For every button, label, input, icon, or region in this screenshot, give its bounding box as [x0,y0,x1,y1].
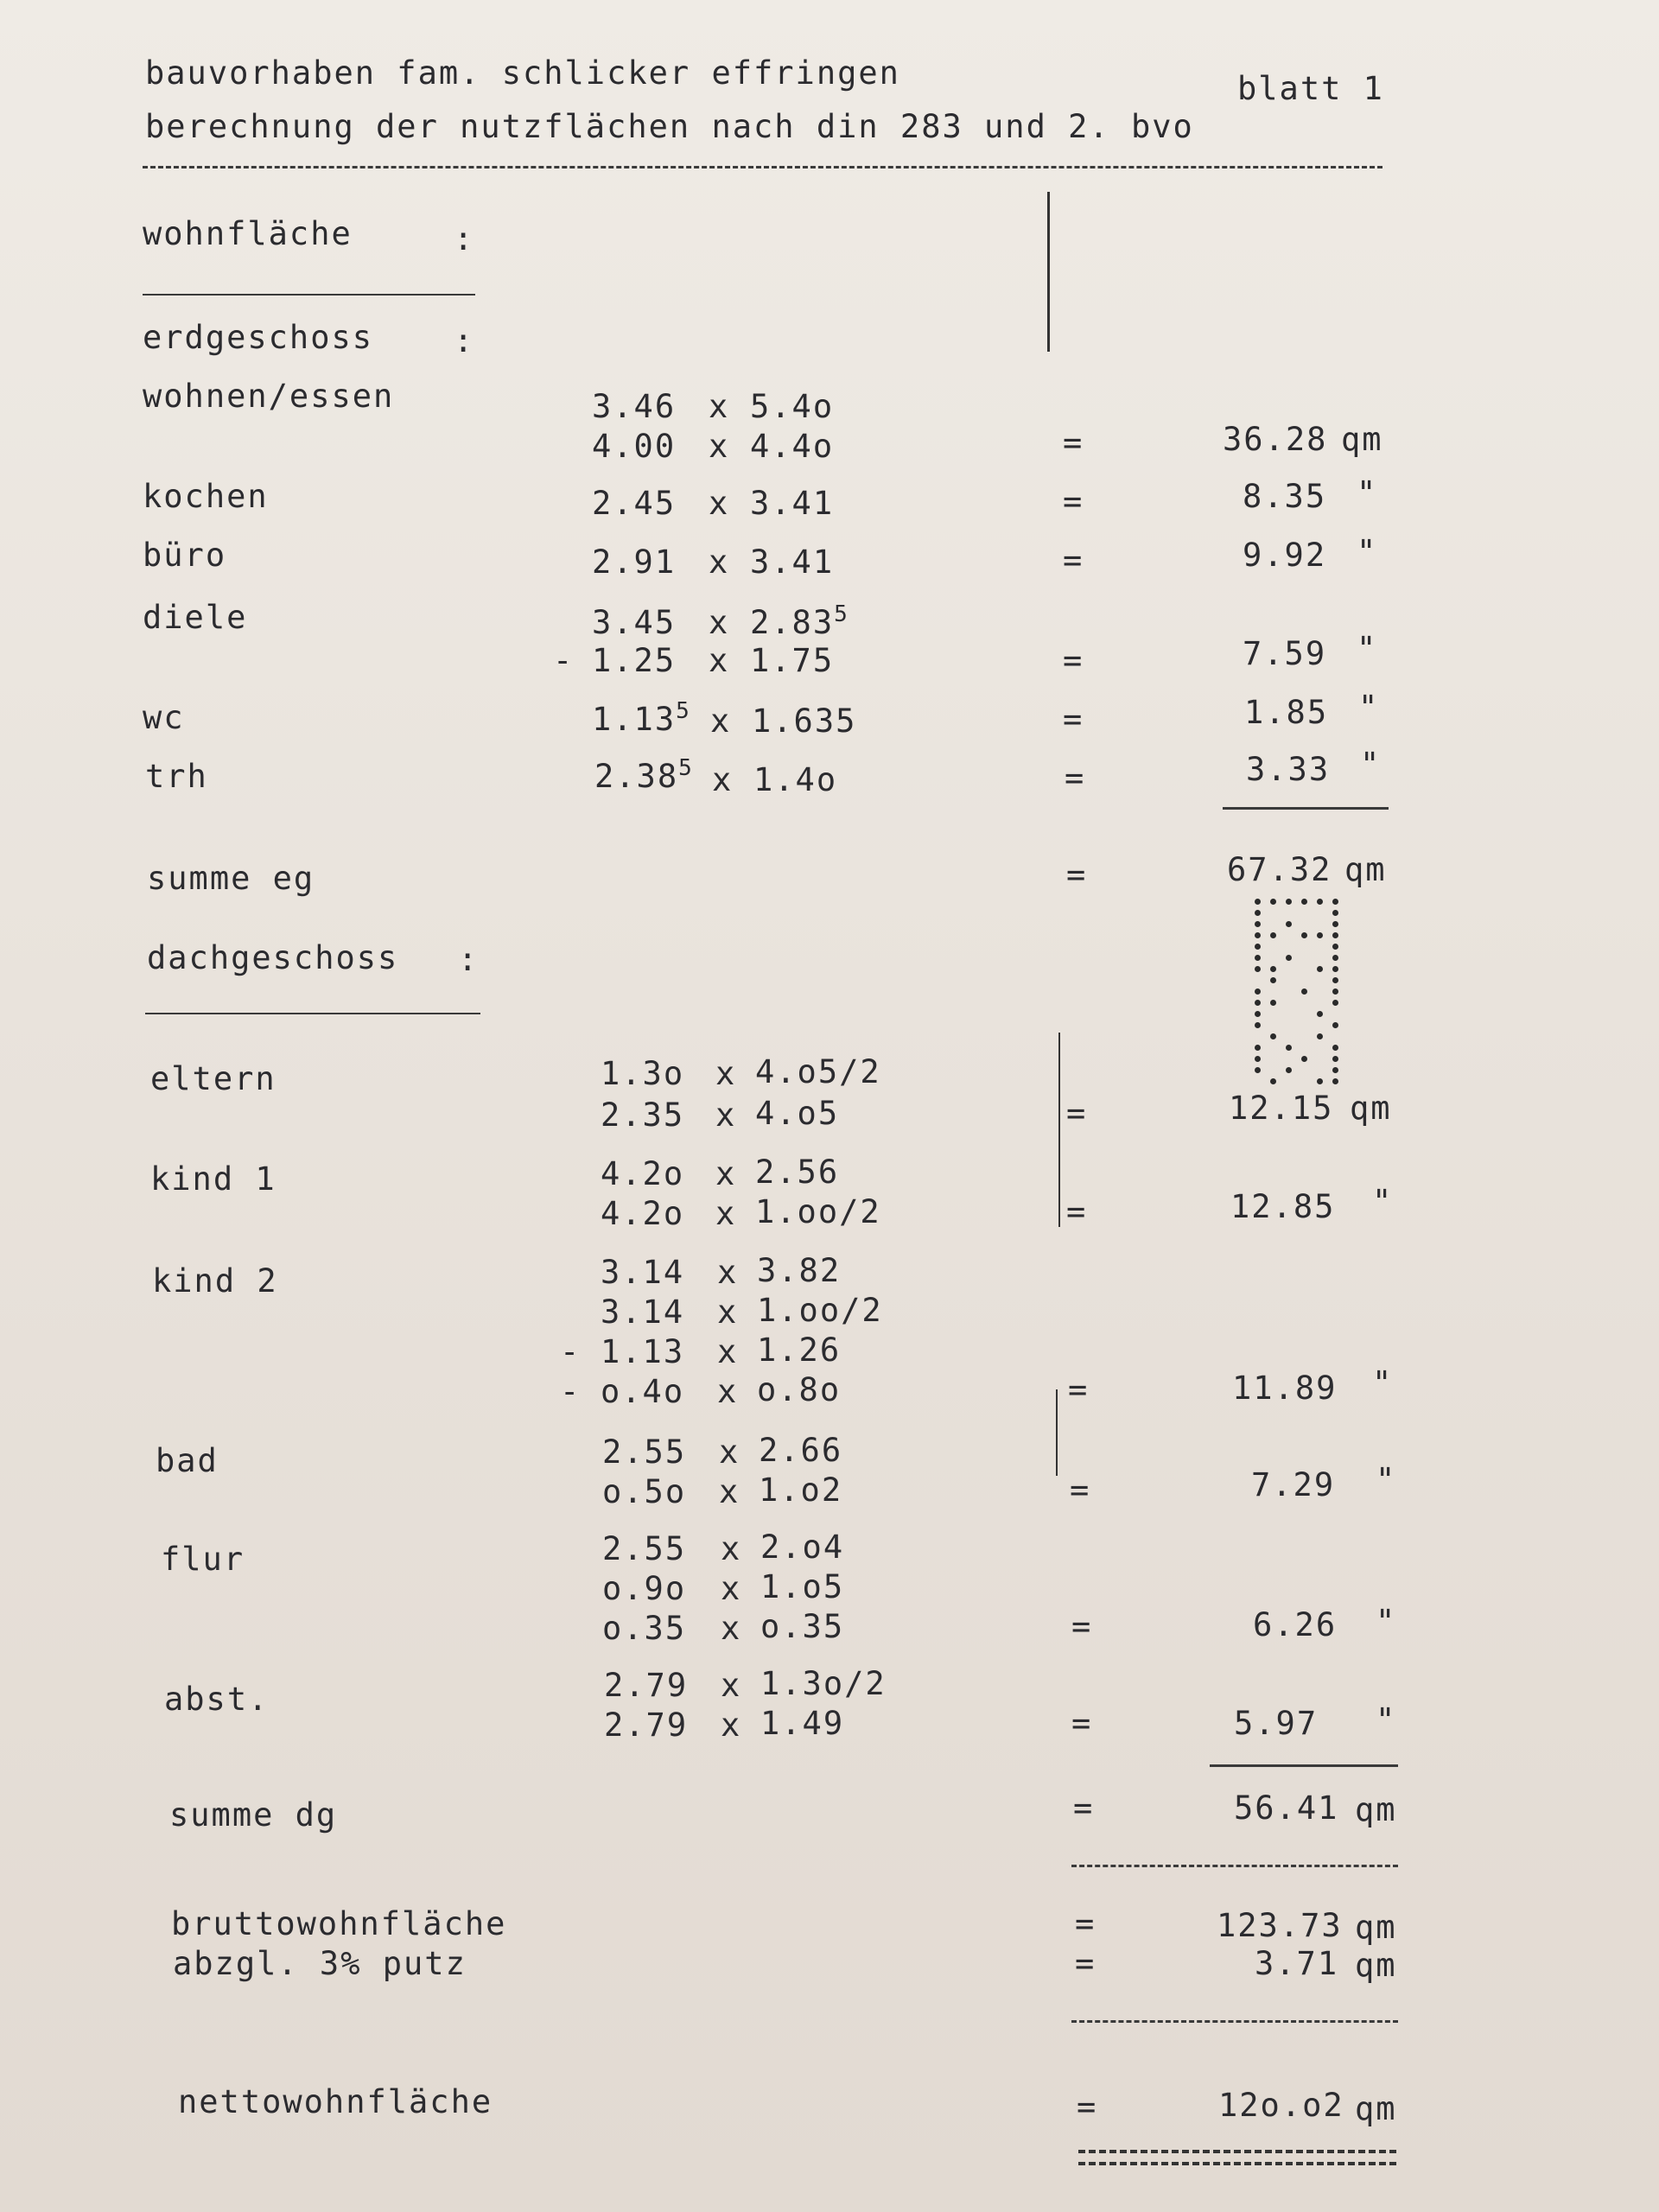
area-result: 36.28 [1223,421,1328,458]
equals-sign: = [1068,1371,1090,1408]
factor-1 [592,698,691,738]
equals-sign: = [1066,856,1088,893]
ditto-mark: " [1360,746,1382,783]
equals-sign: = [1071,1705,1093,1742]
factor-1: 2.79 [604,1667,689,1704]
ditto-mark: " [1376,1701,1397,1738]
eg-sum-label: summe eg [147,860,315,897]
factor-2: 2.66 [759,1432,843,1469]
area-result: 7.29 [1251,1466,1336,1503]
times-sign: x [715,1096,737,1134]
putz-value: 3.71 [1255,1945,1339,1982]
factor-2-superscript: 5 [834,601,849,627]
project-title: bauvorhaben fam. schlicker effringen [145,54,900,92]
times-sign: x [709,485,730,522]
area-result: 9.92 [1243,537,1327,574]
factor-2: 3.82 [757,1252,842,1289]
putz-label: abzgl. 3% putz [173,1945,467,1982]
factor-1: 4.2o [601,1155,685,1192]
factor-1 [594,755,694,795]
eg-sum-rule [1223,807,1389,810]
times-sign: x [717,1254,739,1291]
factor-2 [750,601,849,641]
dot-matrix-overprint [1255,899,1344,1084]
equals-sign: = [1075,1945,1096,1982]
equals-sign: = [1063,424,1084,461]
area-result: 5.97 [1234,1705,1319,1742]
factor-1: 1.3o [601,1055,685,1092]
factor-1: 1.25 [592,642,677,679]
minus-sign: - [553,642,575,679]
times-sign: x [715,1195,737,1232]
netto-unit: qm [1355,2090,1397,2127]
room-name: büro [143,537,227,574]
factor-2: 4.o5/2 [755,1053,881,1090]
equals-sign: = [1075,1905,1096,1942]
area-result: 6.26 [1253,1606,1338,1643]
netto-label: nettowohnfläche [178,2083,493,2120]
room-name: flur [161,1541,245,1578]
factor-1: 3.14 [601,1254,685,1291]
room-name: eltern [150,1060,276,1097]
times-sign: x [717,1373,739,1410]
eg-colon: : [454,322,475,359]
factor-2: 2.56 [755,1154,840,1191]
dg-sum-unit: qm [1355,1791,1397,1828]
equals-sign: = [1063,483,1084,520]
factor-1: 2.35 [601,1096,685,1134]
equals-sign: = [1073,1789,1095,1827]
equals-sign: = [1063,701,1084,738]
factor-2: 1.oo/2 [757,1292,883,1329]
factor-2: 1.26 [757,1332,842,1369]
factor-2: o.8o [757,1371,842,1408]
room-name: trh [145,758,208,795]
times-sign: x [709,388,730,425]
factor-1: 4.00 [592,428,677,465]
factor-1: 2.55 [602,1530,687,1567]
dg-sum-value: 56.41 [1234,1789,1339,1827]
room-name: kochen [143,478,269,515]
room-name: wc [143,699,185,736]
double-underline [1078,2150,1396,2165]
factor-1: o.9o [602,1570,687,1607]
times-sign: x [709,543,730,581]
times-sign: x [715,1155,737,1192]
ditto-mark: " [1358,689,1380,726]
equals-sign: = [1071,1608,1093,1645]
factor-1-value: 1.13 [592,701,677,738]
dg-colon: : [458,941,480,978]
times-sign: x [719,1433,741,1471]
factor-2: 1.oo/2 [755,1193,881,1230]
putz-unit: qm [1355,1947,1397,1984]
wohnflaeche-label: wohnfläche [143,215,353,252]
room-name: bad [156,1442,219,1479]
equals-sign: = [1063,542,1084,579]
area-result: 11.89 [1232,1370,1338,1407]
times-sign: x [717,1333,739,1370]
eg-sum-value: 67.32 [1227,851,1332,888]
equals-sign: = [1063,642,1084,679]
factor-1: 2.45 [592,485,677,522]
times-sign: x [710,702,732,740]
header-divider [143,166,1382,168]
area-result: 1.85 [1244,694,1329,731]
ditto-mark: " [1376,1603,1397,1640]
brutto-label: bruttowohnfläche [171,1905,507,1942]
factor-2: 1.o5 [760,1568,845,1605]
factor-1: 1.13 [601,1333,685,1370]
eg-sum-unit: qm [1344,851,1387,888]
area-result: 12.15 [1229,1090,1334,1127]
factor-2: 3.41 [750,485,835,522]
equals-sign: = [1065,760,1086,797]
netto-divider [1071,2020,1398,2023]
room-name: wohnen/essen [143,378,395,415]
minus-sign: - [560,1333,582,1370]
times-sign: x [719,1473,741,1510]
factor-1: 4.2o [601,1195,685,1232]
times-sign: x [721,1667,742,1704]
factor-2: 1.o2 [759,1471,843,1509]
factor-2-value: 2.83 [750,604,835,641]
factor-1: o.4o [601,1373,685,1410]
equals-sign: = [1066,1095,1088,1132]
factor-1: 3.46 [592,388,677,425]
times-sign: x [721,1530,742,1567]
equals-sign: = [1070,1471,1091,1509]
times-sign: x [717,1294,739,1331]
factor-2: 1.75 [750,642,835,679]
room-name: kind 2 [152,1262,278,1300]
ditto-mark: " [1372,1364,1394,1402]
area-result: 12.85 [1230,1188,1336,1225]
room-name: kind 1 [150,1160,276,1198]
factor-2: o.35 [760,1608,845,1645]
netto-value: 12o.o2 [1218,2087,1344,2124]
factor-1: o.5o [602,1473,687,1510]
ditto-mark: " [1376,1461,1397,1498]
factor-2: 2.o4 [760,1529,845,1566]
times-sign: x [709,604,730,641]
ditto-mark: " [1357,474,1378,512]
factor-1: 2.91 [592,543,677,581]
times-sign: x [709,642,730,679]
area-unit: qm [1350,1090,1392,1127]
wohnflaeche-underline [143,294,475,296]
times-sign: x [721,1570,742,1607]
minus-sign: - [560,1373,582,1410]
factor-1: 2.79 [604,1707,689,1744]
factor-1: 2.55 [602,1433,687,1471]
totals-divider [1071,1865,1398,1867]
times-sign: x [712,761,734,798]
calculation-title: berechnung der nutzflächen nach din 283 und 2. bvo [145,108,1194,145]
area-result: 7.59 [1243,635,1327,672]
ditto-mark: " [1357,630,1378,667]
factor-2: 4.o5 [755,1095,840,1132]
times-sign: x [721,1707,742,1744]
area-result: 8.35 [1243,478,1327,515]
factor-1-superscript: 5 [678,755,694,781]
times-sign: x [721,1610,742,1647]
factor-1-value: 2.38 [594,758,679,795]
dg-sum-rule [1210,1764,1398,1767]
factor-1: o.35 [602,1610,687,1647]
factor-1: 3.14 [601,1294,685,1331]
sheet-number: blatt 1 [1237,70,1384,107]
factor-2: 4.4o [750,428,835,465]
wohnflaeche-colon: : [454,220,475,257]
times-sign: x [715,1055,737,1092]
ditto-mark: " [1372,1183,1394,1220]
dg-underline [145,1013,480,1014]
factor-2: 1.3o/2 [760,1665,887,1702]
equals-sign: = [1066,1193,1088,1230]
brutto-unit: qm [1355,1909,1397,1946]
brutto-value: 123.73 [1217,1907,1343,1944]
dg-heading: dachgeschoss [147,939,399,976]
factor-1: 3.45 [592,604,677,641]
area-result: 3.33 [1246,751,1331,788]
factor-2: 1.49 [760,1705,845,1742]
room-name: abst. [164,1681,270,1718]
vertical-rule-mid [1058,1033,1060,1227]
room-name: diele [143,599,248,636]
ditto-mark: " [1357,533,1378,570]
eg-heading: erdgeschoss [143,319,374,356]
area-unit: qm [1341,421,1383,458]
times-sign: x [709,428,730,465]
dg-sum-label: summe dg [169,1796,338,1834]
factor-2: 5.4o [750,388,835,425]
factor-2: 3.41 [750,543,835,581]
equals-sign: = [1077,2088,1098,2126]
vertical-rule-top [1047,192,1050,352]
vertical-rule-low [1056,1389,1058,1476]
factor-2: 1.4o [753,761,838,798]
factor-2: 1.635 [752,702,857,740]
factor-1-superscript: 5 [676,698,691,724]
